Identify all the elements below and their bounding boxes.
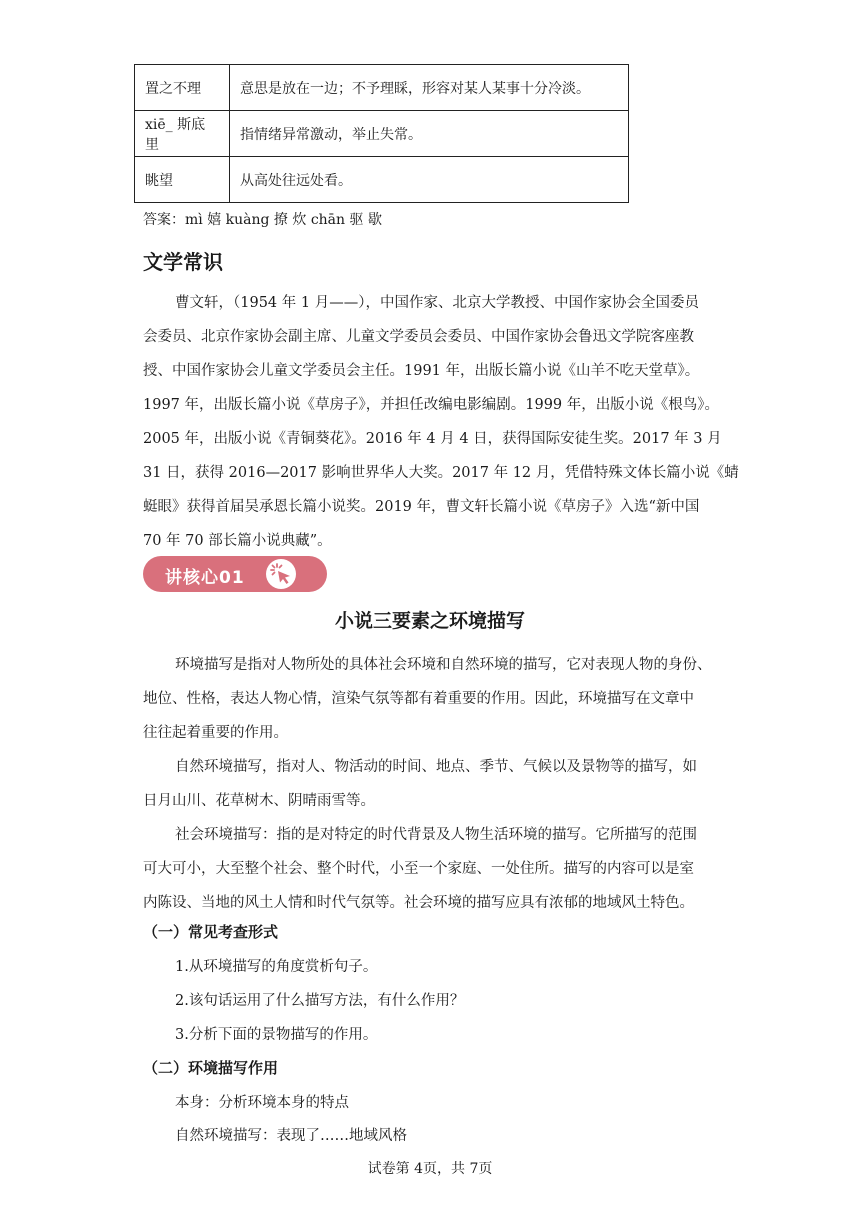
bio-line: 蜓眼》获得首届吴承恩长篇小说奖。2019 年，曹文轩长篇小说《草房子》入选“新中国 <box>143 499 700 515</box>
section-title: 文学常识 <box>143 250 223 274</box>
list-item: 自然环境描写：表现了……地域风格 <box>175 1128 407 1144</box>
cursor-click-icon <box>266 559 296 589</box>
para-line: 可大可小，大至整个社会、整个时代，小至一个家庭、一处住所。描写的内容可以是室 <box>143 861 694 877</box>
vocab-word: 置之不理 <box>135 65 230 111</box>
vocab-meaning: 从高处往远处看。 <box>230 157 629 203</box>
bio-line: 70 年 70 部长篇小说典藏”。 <box>143 533 332 549</box>
para-line: 环境描写是指对人物所处的具体社会环境和自然环境的描写，它对表现人物的身份、 <box>175 657 712 673</box>
para-line: 内陈设、当地的风土人情和时代气氛等。社会环境的描写应具有浓郁的地域风土特色。 <box>143 895 694 911</box>
core-banner <box>143 556 327 592</box>
para-line: 地位、性格，表达人物心情，渲染气氛等都有着重要的作用。因此，环境描写在文章中 <box>143 691 694 707</box>
table-row <box>135 111 629 157</box>
para-line: 社会环境描写：指的是对特定的时代背景及人物生活环境的描写。它所描写的范围 <box>175 827 697 843</box>
answer-line: 答案：mì 嬉 kuàng 撩 炊 chān 驱 歇 <box>143 212 382 228</box>
page-footer: 试卷第 4页，共 7页 <box>367 1161 493 1177</box>
para-line: 日月山川、花草树木、阴晴雨雪等。 <box>143 793 375 809</box>
vocab-table <box>134 64 629 203</box>
bio-line: 31 日，获得 2016—2017 影响世界华人大奖。2017 年 12 月，凭借特殊文体长篇小说《蜻 <box>143 465 739 481</box>
subheading: （二）环境描写作用 <box>143 1059 279 1077</box>
bio-line: 1997 年，出版长篇小说《草房子》，并担任改编电影编剧。1999 年，出版小说《根鸟》。 <box>143 397 720 413</box>
table-row <box>135 65 629 111</box>
vocab-meaning: 指情绪异常激动，举止失常。 <box>230 111 629 157</box>
vocab-word: 眺望 <box>135 157 230 203</box>
bio-line: 曹文轩，（1954 年 1 月——），中国作家、北京大学教授、中国作家协会全国委员 <box>175 295 699 311</box>
core-title: 小说三要素之环境描写 <box>334 610 525 632</box>
list-item: 3.分析下面的景物描写的作用。 <box>175 1027 378 1043</box>
list-item: 2.该句话运用了什么描写方法，有什么作用？ <box>175 993 465 1009</box>
vocab-word: xiē_ 斯底里 <box>135 111 230 157</box>
vocab-meaning: 意思是放在一边；不予理睬，形容对某人某事十分冷淡。 <box>230 65 629 111</box>
bio-line: 2005 年，出版小说《青铜葵花》。2016 年 4 月 4 日，获得国际安徒生奖。2017 年 3 月 <box>143 431 722 447</box>
bio-line: 授、中国作家协会儿童文学委员会主任。1991 年，出版长篇小说《山羊不吃天堂草》。 <box>143 363 700 379</box>
bio-line: 会委员、北京作家协会副主席、儿童文学委员会委员、中国作家协会鲁迅文学院客座教 <box>143 329 694 345</box>
para-line: 自然环境描写，指对人、物活动的时间、地点、季节、气候以及景物等的描写，如 <box>175 759 697 775</box>
banner-label: 讲核心01 <box>165 568 245 588</box>
table-row <box>135 157 629 203</box>
subheading: （一）常见考查形式 <box>143 923 279 941</box>
list-item: 本身：分析环境本身的特点 <box>175 1095 349 1111</box>
para-line: 往往起着重要的作用。 <box>143 725 288 741</box>
list-item: 1.从环境描写的角度赏析句子。 <box>175 959 378 975</box>
